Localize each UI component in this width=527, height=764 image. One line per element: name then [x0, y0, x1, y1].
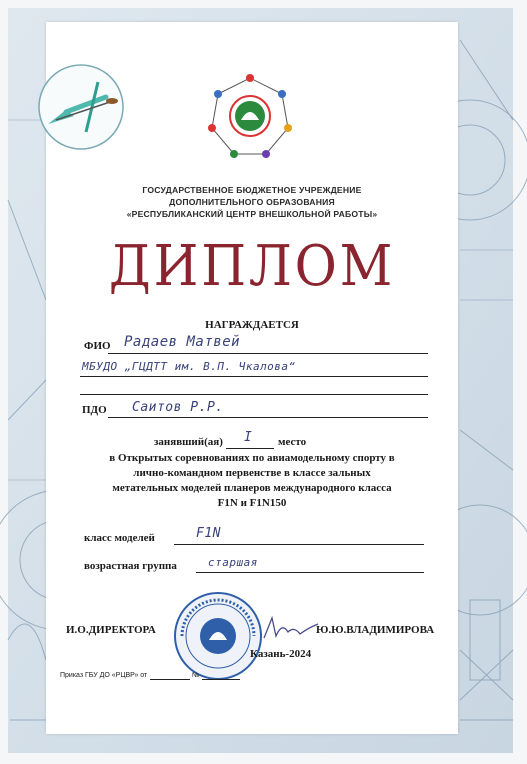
order-text: Приказ ГБУ ДО «РЦВР» от: [60, 672, 148, 679]
director-name: Ю.Ю.ВЛАДИМИРОВА: [316, 624, 435, 636]
org-line-1: ГОСУДАРСТВЕННОЕ БЮДЖЕТНОЕ УЧРЕЖДЕНИЕ: [142, 185, 362, 195]
pdo-value: Саитов Р.Р.: [132, 400, 224, 415]
fio-line: [108, 353, 428, 354]
class-label: класс моделей: [84, 532, 155, 544]
org-line-3: «РЕСПУБЛИКАНСКИЙ ЦЕНТР ВНЕШКОЛЬНОЙ РАБОТЫ»: [126, 209, 378, 219]
class-value: F1N: [196, 526, 221, 541]
place-label: занявший(ая): [154, 436, 223, 448]
body-line-4: F1N и F1N150: [217, 497, 287, 509]
place-value: I: [244, 430, 253, 445]
stamp-icon: [172, 590, 264, 682]
body-line-3: метательных моделей планеров международного класса: [112, 482, 392, 494]
order-number-label: №: [192, 672, 200, 679]
org-line-2: ДОПОЛНИТЕЛЬНОГО ОБРАЗОВАНИЯ: [169, 197, 335, 207]
school-value: МБУДО „ГЦДТТ им. В.П. Чкалова“: [82, 360, 296, 373]
diploma-sheet: [46, 22, 458, 734]
fio-label: ФИО: [84, 340, 111, 352]
age-label: возрастная группа: [84, 560, 177, 572]
blank-line: [80, 394, 428, 395]
city-year: Казань-2024: [250, 648, 312, 660]
order-date-line: [150, 679, 190, 680]
glider-icon: [36, 62, 126, 152]
pdo-label: ПДО: [82, 404, 107, 416]
pdo-line: [108, 417, 428, 418]
age-value: старшая: [208, 556, 258, 569]
diploma-title: ДИПЛОМ: [108, 234, 396, 299]
class-line: [174, 544, 424, 545]
awarded-heading: НАГРАЖДАЕТСЯ: [205, 319, 299, 331]
place-line: [226, 448, 274, 449]
fio-value: Радаев Матвей: [124, 334, 241, 350]
order-number-line: [202, 679, 240, 680]
body-line-2: лично-командном первенстве в классе зальных: [133, 467, 371, 479]
place-suffix: место: [278, 436, 307, 448]
emblem-icon: [208, 74, 292, 158]
body-line-1: в Открытых соревнованиях по авиамодельному спорту в: [109, 452, 395, 464]
age-line: [196, 572, 424, 573]
director-label: И.О.ДИРЕКТОРА: [66, 624, 156, 636]
school-line: [80, 376, 428, 377]
